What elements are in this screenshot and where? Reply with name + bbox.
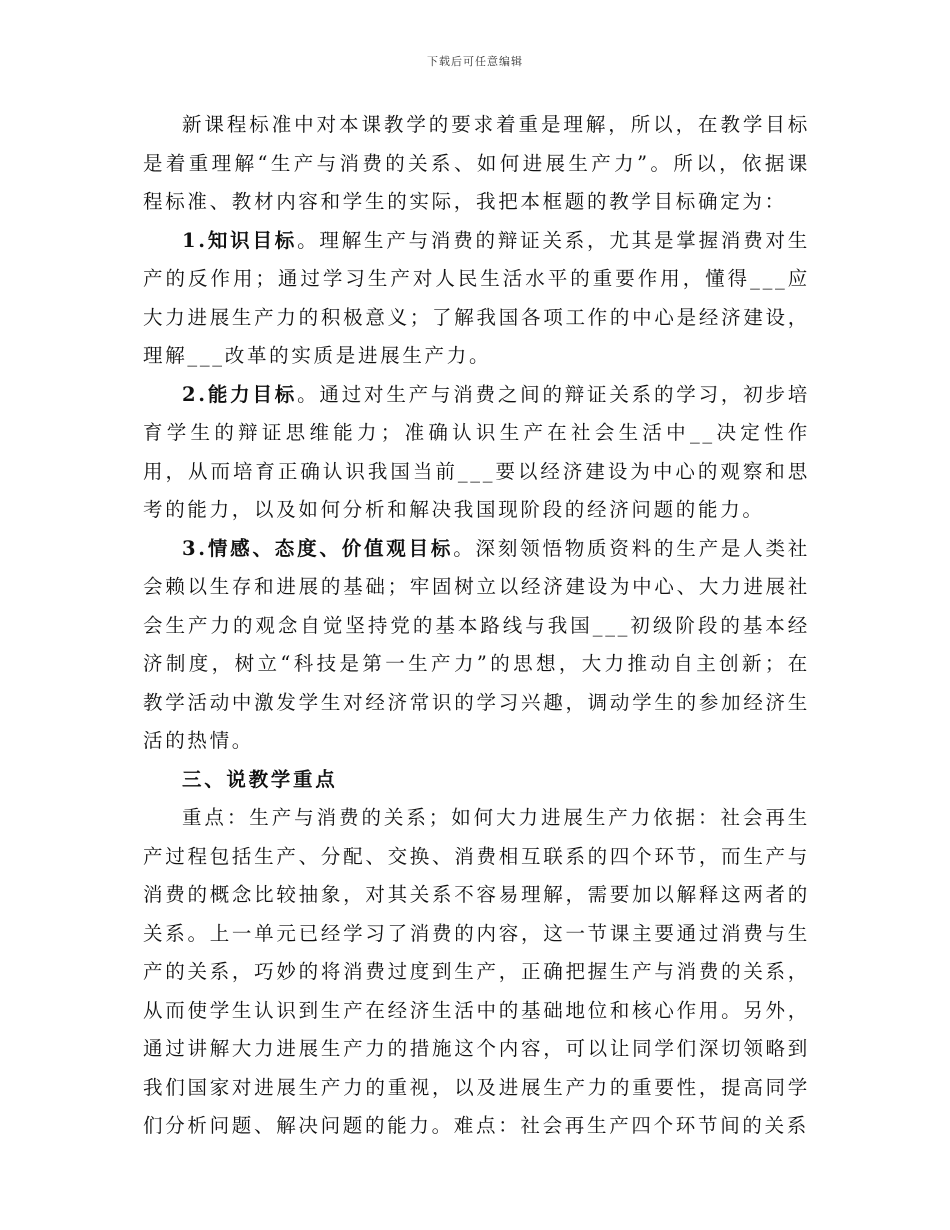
emotion-goal-paragraph	[143, 530, 810, 761]
ability-goal-text: 。通过对生产与消费之间的辩证关系的学习，初步培育学生的辩证思维能力；准确认识生产在社会生活中__决定性作用，从而培育正确认识我国当前___要以经济建设为中心的观察和思考的能力，以及如何分析和解决我国现阶段的经济问题的能力。	[143, 382, 810, 521]
knowledge-goal-label: 1.知识目标	[182, 228, 298, 252]
emotion-goal-label: 3.情感、态度、价值观目标	[182, 536, 454, 560]
knowledge-goal-paragraph	[143, 222, 810, 376]
key-points-paragraph: 重点：生产与消费的关系；如何大力进展生产力依据：社会再生产过程包括生产、分配、交换、消费相互联系的四个环节，而生产与消费的概念比较抽象，对其关系不容易理解，需要加以解释这两者的关系。上一单元已经学习了消费的内容，这一节课主要通过消费与生产的关系，巧妙的将消费过度到生产，正确把握生产与消费的关系，从而使学生认识到生产在经济生活中的基础地位和核心作用。另外，通过讲解大力进展生产力的措施这个内容，可以让同学们深切领略到我们国家对进展生产力的重视，以及进展生产力的重要性，提高同学们分析问题、解决问题的能力。难点：社会再生产四个环节间的关系	[143, 806, 810, 1137]
section-heading: 三、说教学重点	[182, 767, 338, 791]
emotion-goal-text: 。深刻领悟物质资料的生产是人类社会赖以生存和进展的基础；牢固树立以经济建设为中心、大力进展社会生产力的观念自觉坚持党的基本路线与我国___初级阶段的基本经济制度，树立“科技是第一生产力”的思想，大力推动自主创新；在教学活动中激发学生对经济常识的学习兴趣，调动学生的参加经济生活的热情。	[143, 536, 810, 752]
ability-goal-label: 2.能力目标	[182, 382, 298, 406]
ability-goal-paragraph	[143, 376, 810, 530]
knowledge-goal-text: 。理解生产与消费的辩证关系，尤其是掌握消费对生产的反作用；通过学习生产对人民生活水平的重要作用，懂得___应大力进展生产力的积极意义；了解我国各项工作的中心是经济建设，理解___改革的实质是进展生产力。	[143, 228, 810, 367]
document-body	[143, 106, 810, 1146]
intro-paragraph: 新课程标准中对本课教学的要求着重是理解，所以，在教学目标是着重理解“生产与消费的关系、如何进展生产力”。所以，依据课程标准、教材内容和学生的实际，我把本框题的教学目标确定为：	[143, 113, 810, 213]
page-header: 下载后可任意编辑	[427, 55, 523, 68]
